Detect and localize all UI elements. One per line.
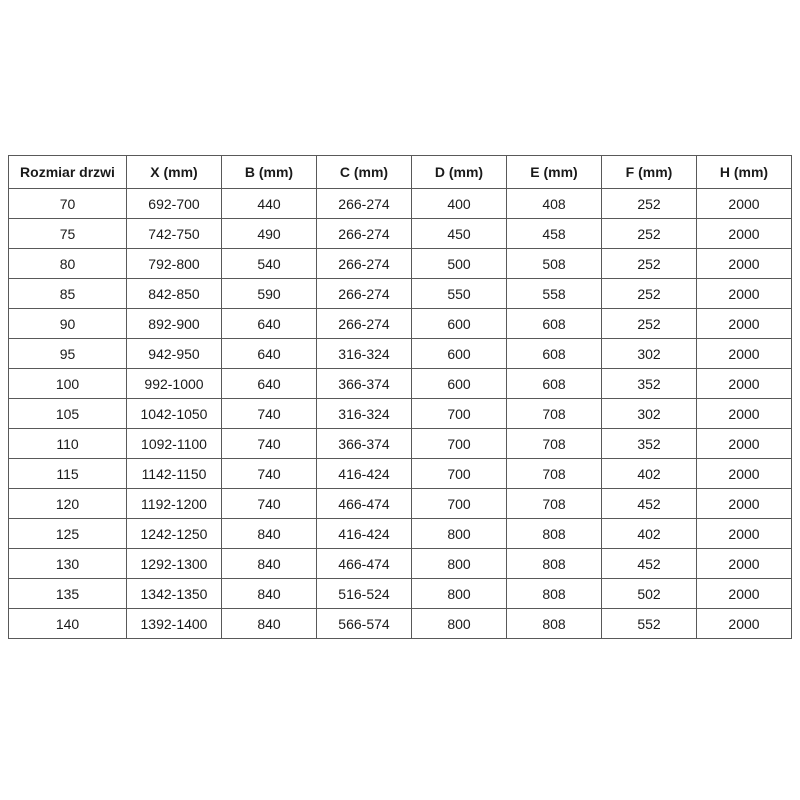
table-cell: 550 xyxy=(412,279,507,309)
table-cell: 1042-1050 xyxy=(127,399,222,429)
table-cell: 316-324 xyxy=(317,399,412,429)
table-cell: 840 xyxy=(222,549,317,579)
table-cell: 800 xyxy=(412,609,507,639)
table-cell: 408 xyxy=(507,189,602,219)
table-cell: 1342-1350 xyxy=(127,579,222,609)
column-header-d: D (mm) xyxy=(412,156,507,189)
table-cell: 266-274 xyxy=(317,279,412,309)
table-row xyxy=(9,249,792,279)
table-cell: 2000 xyxy=(697,339,792,369)
table-cell: 2000 xyxy=(697,279,792,309)
table-cell: 452 xyxy=(602,489,697,519)
column-header-c: C (mm) xyxy=(317,156,412,189)
table-cell: 2000 xyxy=(697,609,792,639)
table-cell: 490 xyxy=(222,219,317,249)
table-cell: 840 xyxy=(222,579,317,609)
table-cell: 742-750 xyxy=(127,219,222,249)
table-cell: 266-274 xyxy=(317,219,412,249)
table-cell: 552 xyxy=(602,609,697,639)
table-cell: 640 xyxy=(222,369,317,399)
column-header-b: B (mm) xyxy=(222,156,317,189)
table-cell: 740 xyxy=(222,459,317,489)
table-cell: 402 xyxy=(602,519,697,549)
table-cell: 115 xyxy=(9,459,127,489)
table-cell: 266-274 xyxy=(317,309,412,339)
table-cell: 700 xyxy=(412,489,507,519)
table-cell: 100 xyxy=(9,369,127,399)
table-cell: 110 xyxy=(9,429,127,459)
table-cell: 416-424 xyxy=(317,519,412,549)
table-cell: 458 xyxy=(507,219,602,249)
table-row xyxy=(9,579,792,609)
table-cell: 508 xyxy=(507,249,602,279)
table-cell: 302 xyxy=(602,399,697,429)
table-row xyxy=(9,399,792,429)
table-cell: 608 xyxy=(507,369,602,399)
table-cell: 105 xyxy=(9,399,127,429)
table-cell: 700 xyxy=(412,429,507,459)
table-cell: 892-900 xyxy=(127,309,222,339)
table-cell: 80 xyxy=(9,249,127,279)
table-row xyxy=(9,549,792,579)
table-cell: 2000 xyxy=(697,309,792,339)
table-cell: 450 xyxy=(412,219,507,249)
table-cell: 700 xyxy=(412,459,507,489)
table-cell: 1242-1250 xyxy=(127,519,222,549)
table-cell: 2000 xyxy=(697,489,792,519)
table-cell: 808 xyxy=(507,519,602,549)
table-cell: 252 xyxy=(602,249,697,279)
table-cell: 352 xyxy=(602,429,697,459)
table-cell: 692-700 xyxy=(127,189,222,219)
table-row xyxy=(9,369,792,399)
table-cell: 452 xyxy=(602,549,697,579)
table-cell: 2000 xyxy=(697,399,792,429)
table-cell: 502 xyxy=(602,579,697,609)
table-cell: 700 xyxy=(412,399,507,429)
table-cell: 352 xyxy=(602,369,697,399)
door-size-table xyxy=(8,155,792,639)
table-cell: 840 xyxy=(222,609,317,639)
table-cell: 252 xyxy=(602,279,697,309)
table-cell: 708 xyxy=(507,429,602,459)
table-cell: 708 xyxy=(507,459,602,489)
table-cell: 800 xyxy=(412,579,507,609)
table-cell: 600 xyxy=(412,339,507,369)
table-cell: 2000 xyxy=(697,519,792,549)
table-cell: 252 xyxy=(602,189,697,219)
table-cell: 808 xyxy=(507,549,602,579)
table-cell: 266-274 xyxy=(317,249,412,279)
table-cell: 2000 xyxy=(697,369,792,399)
table-cell: 316-324 xyxy=(317,339,412,369)
table-cell: 252 xyxy=(602,219,697,249)
table-cell: 600 xyxy=(412,309,507,339)
table-cell: 558 xyxy=(507,279,602,309)
table-cell: 500 xyxy=(412,249,507,279)
table-cell: 90 xyxy=(9,309,127,339)
table-cell: 1092-1100 xyxy=(127,429,222,459)
column-header-x: X (mm) xyxy=(127,156,222,189)
table-cell: 792-800 xyxy=(127,249,222,279)
table-cell: 600 xyxy=(412,369,507,399)
table-cell: 440 xyxy=(222,189,317,219)
table-cell: 740 xyxy=(222,399,317,429)
table-row xyxy=(9,429,792,459)
column-header-f: F (mm) xyxy=(602,156,697,189)
table-cell: 252 xyxy=(602,309,697,339)
column-header-rozmiar-drzwi: Rozmiar drzwi xyxy=(9,156,127,189)
table-cell: 2000 xyxy=(697,429,792,459)
table-cell: 120 xyxy=(9,489,127,519)
table-cell: 302 xyxy=(602,339,697,369)
table-cell: 640 xyxy=(222,339,317,369)
table-cell: 2000 xyxy=(697,579,792,609)
table-cell: 516-524 xyxy=(317,579,412,609)
table-row xyxy=(9,189,792,219)
table-cell: 708 xyxy=(507,489,602,519)
table-row xyxy=(9,489,792,519)
table-cell: 608 xyxy=(507,309,602,339)
table-cell: 135 xyxy=(9,579,127,609)
table-cell: 1192-1200 xyxy=(127,489,222,519)
table-cell: 466-474 xyxy=(317,549,412,579)
table-cell: 70 xyxy=(9,189,127,219)
table-row xyxy=(9,309,792,339)
table-cell: 466-474 xyxy=(317,489,412,519)
table-cell: 566-574 xyxy=(317,609,412,639)
table-cell: 1392-1400 xyxy=(127,609,222,639)
table-cell: 942-950 xyxy=(127,339,222,369)
table-row xyxy=(9,459,792,489)
table-row xyxy=(9,609,792,639)
table-cell: 808 xyxy=(507,579,602,609)
table-cell: 2000 xyxy=(697,189,792,219)
table-cell: 400 xyxy=(412,189,507,219)
table-cell: 740 xyxy=(222,429,317,459)
table-cell: 130 xyxy=(9,549,127,579)
table-cell: 540 xyxy=(222,249,317,279)
table-row xyxy=(9,519,792,549)
table-cell: 842-850 xyxy=(127,279,222,309)
table-cell: 125 xyxy=(9,519,127,549)
table-cell: 740 xyxy=(222,489,317,519)
table-cell: 2000 xyxy=(697,459,792,489)
table-cell: 95 xyxy=(9,339,127,369)
header-row xyxy=(9,156,792,189)
table-cell: 140 xyxy=(9,609,127,639)
table-row xyxy=(9,219,792,249)
table-cell: 608 xyxy=(507,339,602,369)
table-cell: 266-274 xyxy=(317,189,412,219)
table-cell: 402 xyxy=(602,459,697,489)
table-row xyxy=(9,279,792,309)
table-cell: 366-374 xyxy=(317,429,412,459)
column-header-h: H (mm) xyxy=(697,156,792,189)
table-cell: 708 xyxy=(507,399,602,429)
table-cell: 2000 xyxy=(697,549,792,579)
table-cell: 992-1000 xyxy=(127,369,222,399)
table-cell: 640 xyxy=(222,309,317,339)
table-cell: 800 xyxy=(412,549,507,579)
table-cell: 590 xyxy=(222,279,317,309)
table-cell: 840 xyxy=(222,519,317,549)
table-cell: 366-374 xyxy=(317,369,412,399)
table-cell: 75 xyxy=(9,219,127,249)
column-header-e: E (mm) xyxy=(507,156,602,189)
table-cell: 2000 xyxy=(697,249,792,279)
table-cell: 1292-1300 xyxy=(127,549,222,579)
table-row xyxy=(9,339,792,369)
table-cell: 2000 xyxy=(697,219,792,249)
table-cell: 85 xyxy=(9,279,127,309)
table-cell: 808 xyxy=(507,609,602,639)
table-cell: 1142-1150 xyxy=(127,459,222,489)
table-cell: 800 xyxy=(412,519,507,549)
table-cell: 416-424 xyxy=(317,459,412,489)
